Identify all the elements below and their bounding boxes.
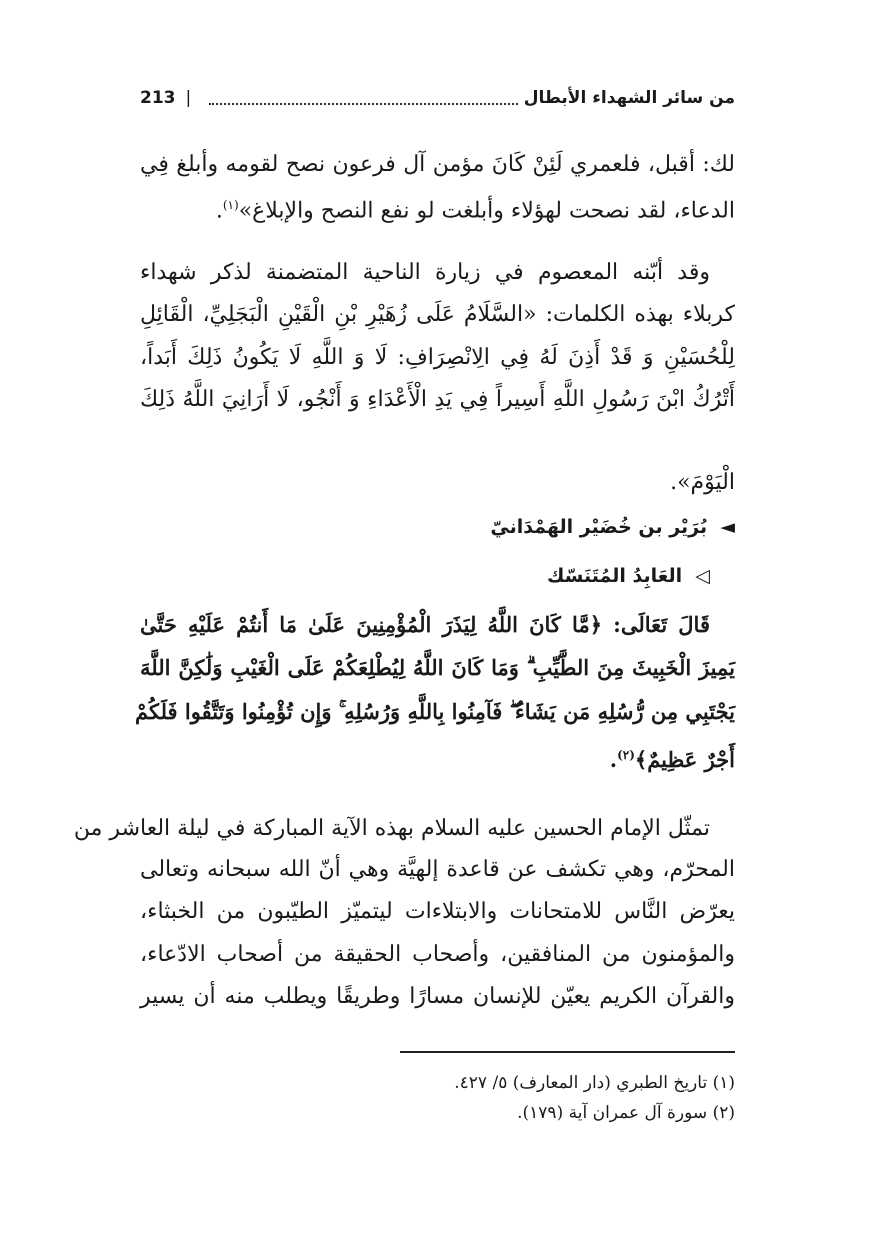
paragraph-line: وقد أبّنه المعصوم في زيارة الناحية المتضمنة لذكر شهداء — [140, 260, 710, 285]
quran-line: يَمِيزَ الْخَبِيثَ مِنَ الطَّيِّبِ ۗ وَمَا كَانَ اللَّهُ لِيُطْلِعَكُمْ عَلَى الْغَيْبِ وَلَٰكِنَّ اللَّهَ — [140, 655, 735, 680]
quran-line — [140, 740, 735, 775]
quran-text: أَجْرٌ عَظِيمٌ﴾ — [634, 747, 735, 772]
subheading-text: العَابِدُ المُتَنَسّك — [546, 565, 683, 587]
paragraph-line: لك: أقبل، فلعمري لَئِنْ كَانَ مؤمن آل فرعون نصح لقومه وأبلغ فِي — [140, 152, 735, 177]
section-heading — [140, 512, 735, 542]
paragraph-line: المحرّم، وهي تكشف عن قاعدة إلهيَّة وهي أنّ الله سبحانه وتعالى — [140, 857, 735, 882]
period: . — [215, 198, 223, 224]
header-leader-dots — [209, 91, 517, 105]
paragraph-line: كربلاء بهذه الكلمات: «السَّلَامُ عَلَى زُهَيْرِ بْنِ الْقَيْنِ الْبَجَلِيِّ، الْقَائِلِ — [140, 302, 735, 327]
filled-triangle-icon: ◄ — [720, 516, 735, 538]
paragraph-line: تمثّل الإمام الحسين عليه السلام بهذه الآية المباركة في ليلة العاشر من — [73, 816, 710, 841]
paragraph-line: أَتْرُكُ ابْنَ رَسُولِ اللَّهِ أَسِيراً فِي يَدِ الْأَعْدَاءِ وَ أَنْجُو، لَا أَرَانِيَ اللَّهُ ذَلِكَ — [140, 387, 735, 412]
paragraph-text: الدعاء، لقد نصحت لهؤلاء وأبلغت لو نفع النصح والإبلاغ» — [238, 198, 735, 224]
footnote-ref: (٢) — [617, 748, 635, 762]
paragraph-line: والقرآن الكريم يعيّن للإنسان مسارًا وطريقًا ويطلب منه أن يسير — [140, 984, 735, 1009]
period: . — [609, 747, 618, 772]
header-title: من سائر الشهداء الأبطال — [523, 88, 735, 108]
footnote: (٢) سورة آل عمران آية (١٧٩). — [517, 1103, 735, 1123]
footnote-ref: (١) — [222, 198, 239, 212]
footnote-divider — [400, 1051, 735, 1053]
page-number: 213 — [140, 88, 176, 108]
paragraph-line: لِلْحُسَيْنِ وَ قَدْ أَذِنَ لَهُ فِي الِانْصِرَافِ: لَا وَ اللَّهِ لَا يَكُونُ ذَلِكَ أَبَداً، — [140, 345, 735, 370]
subsection-heading — [140, 561, 710, 591]
paragraph-line: الْيَوْمَ». — [670, 470, 735, 495]
running-header — [140, 84, 735, 112]
paragraph-line: والمؤمنون من المنافقين، وأصحاب الحقيقة من أصحاب الادّعاء، — [140, 942, 735, 967]
paragraph-line — [140, 190, 735, 226]
paragraph-line: يعرّض النَّاس للامتحانات والابتلاءات ليتميّز الطيّبون من الخبثاء، — [140, 899, 735, 924]
heading-text: بُرَيْر بن خُضَيْر الهَمْدَانيّ — [490, 516, 708, 538]
quran-line: يَجْتَبِي مِن رُّسُلِهِ مَن يَشَاءُ ۖ فَآمِنُوا بِاللَّهِ وَرُسُلِهِ ۚ وَإِن تُؤْمِنُوا وَتَتَّقُوا فَلَكُمْ — [135, 699, 735, 724]
header-separator: | — [185, 88, 192, 108]
footnote: (١) تاريخ الطبري (دار المعارف) ٥/ ٤٢٧. — [454, 1073, 735, 1093]
outline-triangle-icon: ◁ — [695, 565, 710, 587]
quran-line: قَالَ تَعَالَى: ﴿مَّا كَانَ اللَّهُ لِيَذَرَ الْمُؤْمِنِينَ عَلَىٰ مَا أَنتُمْ عَلَيْهِ حَتَّىٰ — [140, 612, 710, 637]
